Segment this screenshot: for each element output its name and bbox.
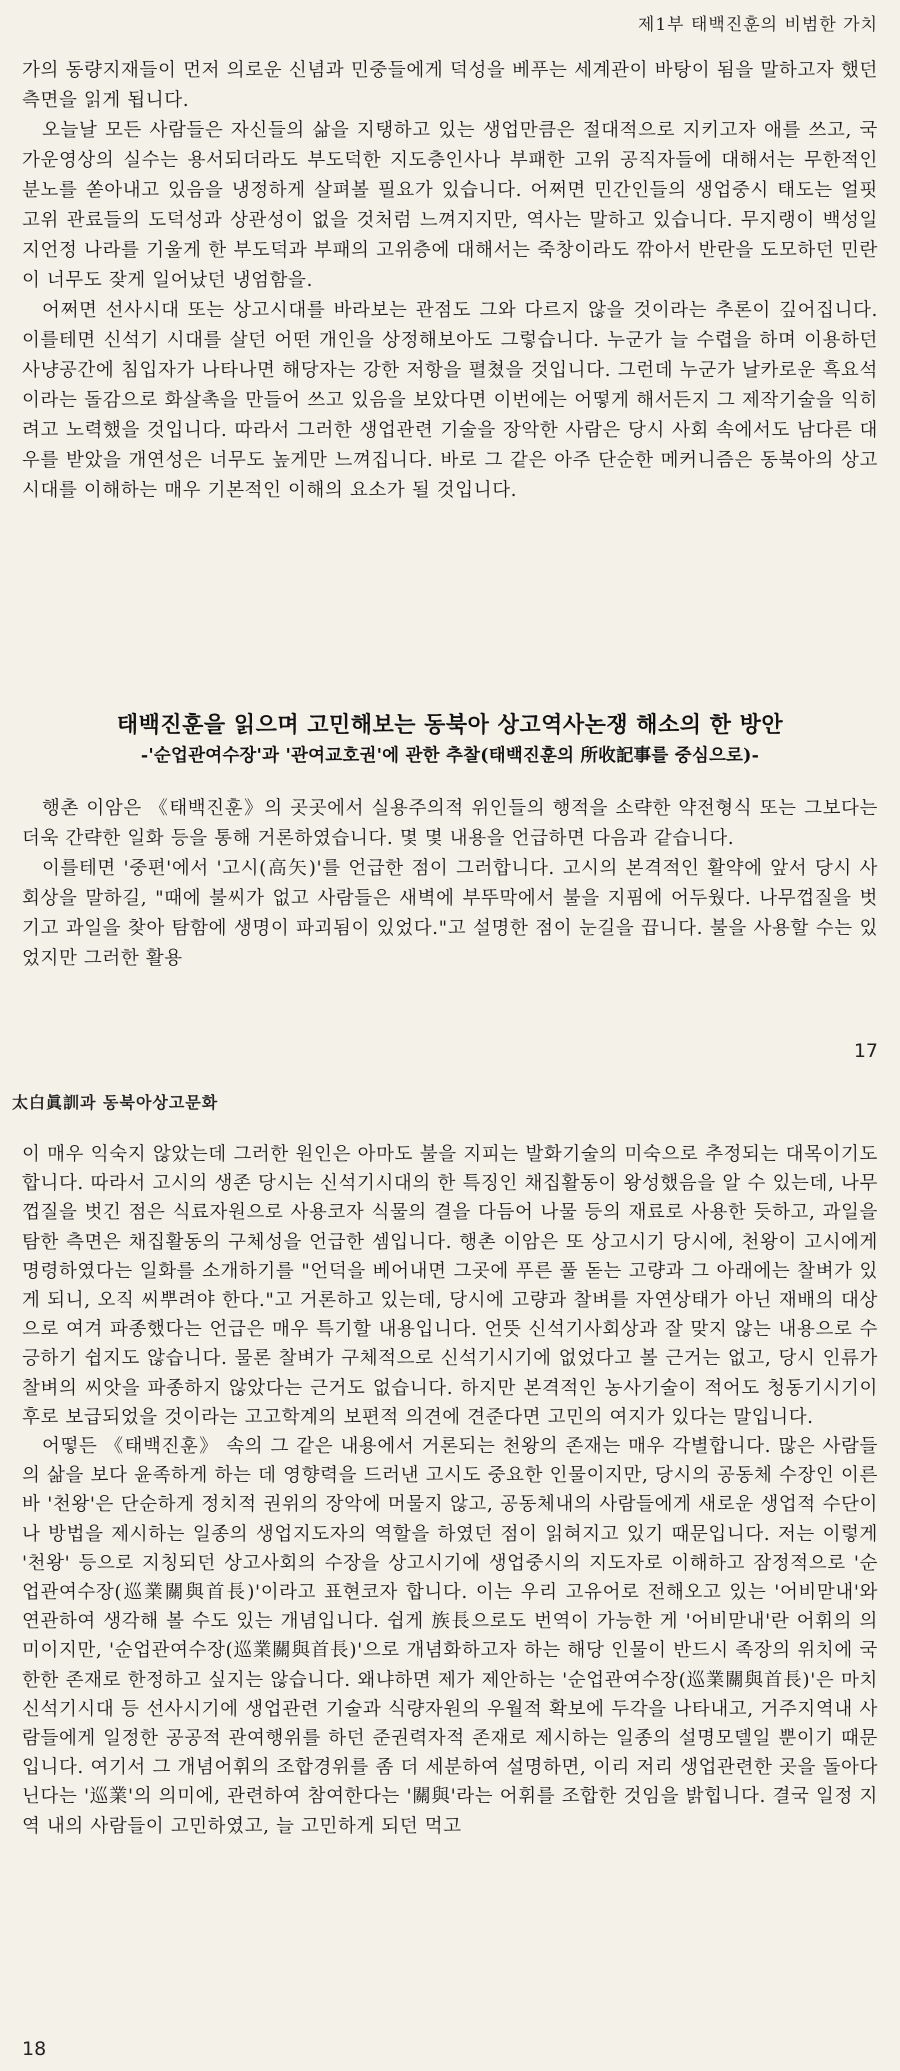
page-number: 17 xyxy=(853,1040,878,1062)
paragraph: 행촌 이암은 《태백진훈》의 곳곳에서 실용주의적 위인들의 행적을 소략한 약전형식 또는 그보다는 더욱 간략한 일화 등을 통해 거론하였습니다. 몇 몇 내용을 언급하면 다음과 같습니다. xyxy=(22,798,878,849)
paragraph: 이를테면 '중편'에서 '고시(高矢)'를 언급한 점이 그러합니다. 고시의 본격적인 활약에 앞서 당시 사회상을 말하길, "때에 불씨가 없고 사람들은 새벽에 부뚜막에서 불을 지핌에 어두웠다. 나무껍질을 벗기고 과일을 찾아 탐함에 생명이 파괴됨이 있었다."고 설명한 점이 눈길을 끕니다. 불을 사용할 수는 있었지만 그러한 활용 xyxy=(22,858,878,969)
running-header: 제1부 태백진훈의 비범한 가치 xyxy=(637,15,878,35)
page-17-body xyxy=(22,56,878,506)
page-number: 18 xyxy=(22,2038,47,2060)
paragraph: 어쩌면 선사시대 또는 상고시대를 바라보는 관점도 그와 다르지 않을 것이라는 추론이 깊어집니다. 이를테면 신석기 시대를 살던 어떤 개인을 상정해보아도 그렇습니다. 누군가 늘 수렵을 하며 이용하던 사냥공간에 침입자가 나타나면 해당자는 강한 저항을 펼쳤을 것입니다. 그런데 누군가 날카로운 흑요석이라는 돌감으로 화살촉을 만들어 쓰고 있음을 보았다면 이번에는 어떻게 해서든지 그 제작기술을 익히려고 노력했을 것입니다. 따라서 그러한 생업관련 기술을 장악한 사람은 당시 사회 속에서도 남다른 대우를 받았을 개연성은 너무도 높게만 느껴집니다. 바로 그 같은 아주 단순한 메커니즘은 동북아의 상고시대를 이해하는 매우 기본적인 이해의 요소가 될 것입니다. xyxy=(22,300,878,501)
paragraph: 어떻든 《태백진훈》 속의 그 같은 내용에서 거론되는 천왕의 존재는 매우 각별합니다. 많은 사람들의 삶을 보다 윤족하게 하는 데 영향력을 드러낸 고시도 중요한 인물이지만, 당시의 공동체 수장인 이른바 '천왕'은 단순하게 정치적 권위의 장악에 머물지 않고, 공동체내의 사람들에게 새로운 생업적 수단이나 방법을 제시하는 일종의 생업지도자의 역할을 하였던 점이 읽혀지고 있기 때문입니다. 저는 이렇게 '천왕' 등으로 지칭되던 상고사회의 수장을 상고시기에 생업중시의 지도자로 이해하고 잠정적으로 '순업관여수장(巡業關與首長)'이라고 표현코자 합니다. 이는 우리 고유어로 전해오고 있는 '어비맏내'와 연관하여 생각해 볼 수도 있는 개념입니다. 쉽게 族長으로도 번역이 가능한 게 '어비맏내'란 어휘의 의미이지만, '순업관여수장(巡業關與首長)'으로 개념화하고자 하는 해당 인물이 반드시 족장의 위치에 국한한 존재로 한정하고 싶지는 않습니다. 왜냐하면 제가 제안하는 '순업관여수장(巡業關與首長)'은 마치 신석기시대 등 선사시기에 생업관련 기술과 식량자원의 우월적 확보에 두각을 나타내고, 거주지역내 사람들에게 일정한 공공적 관여행위를 하던 준권력자적 존재로 제시하는 일종의 설명모델일 뿐이기 때문입니다. 여기서 그 개념어휘의 조합경위를 좀 더 세분하여 설명하면, 이리 저리 생업관련한 곳을 돌아다닌다는 '巡業'의 의미에, 관련하여 참여한다는 '關與'라는 어휘를 조합한 것임을 밝힙니다. 결국 일정 지역 내의 사람들이 고민하였고, 늘 고민하게 되던 먹고 xyxy=(22,1436,878,1837)
page-18-body xyxy=(22,1140,878,1841)
paragraph: 오늘날 모든 사람들은 자신들의 삶을 지탱하고 있는 생업만큼은 절대적으로 지키고자 애를 쓰고, 국가운영상의 실수는 용서되더라도 부도덕한 지도층인사나 부패한 고위 공직자들에 대해서는 무한적인 분노를 쏟아내고 있음을 냉정하게 살펴볼 필요가 있습니다. 어쩌면 민간인들의 생업중시 태도는 얼핏 고위 관료들의 도덕성과 상관성이 없을 것처럼 느껴지지만, 역사는 말하고 있습니다. 무지랭이 백성일지언정 나라를 기울게 한 부도덕과 부패의 고위층에 대해서는 죽창이라도 깎아서 반란을 도모하던 민란이 너무도 잦게 일어났던 냉엄함을. xyxy=(22,120,878,291)
paragraph: 가의 동량지재들이 먼저 의로운 신념과 민중들에게 덕성을 베푸는 세계관이 바탕이 됨을 말하고자 했던 측면을 읽게 됩니다. xyxy=(22,60,878,111)
paragraph: 이 매우 익숙지 않았는데 그러한 원인은 아마도 불을 지피는 발화기술의 미숙으로 추정되는 대목이기도 합니다. 따라서 고시의 생존 당시는 신석기시대의 한 특징인 채집활동이 왕성했음을 알 수 있는데, 나무껍질을 벗긴 점은 식료자원으로 사용코자 식물의 결을 다듬어 나물 등의 재료로 사용한 듯하고, 과일을 탐한 측면은 채집활동의 구체성을 언급한 셈입니다. 행촌 이암은 또 상고시기 당시에, 천왕이 고시에게 명령하였다는 일화를 소개하기를 "언덕을 베어내면 그곳에 푸른 풀 돋는 고량과 그 아래에는 찰벼가 있게 되니, 오직 씨뿌려야 한다."고 거론하고 있는데, 당시에 고량과 찰벼를 자연상태가 아닌 재배의 대상으로 여겨 파종했다는 언급은 매우 특기할 내용입니다. 언뜻 신석기사회상과 잘 맞지 않는 내용으로 수긍하기 쉽지도 않습니다. 물론 찰벼가 구체적으로 신석기시기에 없었다고 볼 근거는 없고, 당시 인류가 찰벼의 씨앗을 파종하지 않았다는 근거도 없습니다. 하지만 본격적인 농사기술이 적어도 청동기시기이후로 보급되었을 것이라는 고고학계의 보편적 의견에 견준다면 고민의 여지가 있다는 말입니다. xyxy=(22,1144,878,1428)
running-header: 太白眞訓과 동북아상고문화 xyxy=(12,1093,219,1112)
section-subtitle: -'순업관여수장'과 '관여교호권'에 관한 추찰(태백진훈의 所收記事를 중심으로)- xyxy=(140,746,760,766)
section-body xyxy=(22,794,878,974)
section-title: 태백진훈을 읽으며 고민해보는 동북아 상고역사논쟁 해소의 한 방안 xyxy=(116,712,784,738)
